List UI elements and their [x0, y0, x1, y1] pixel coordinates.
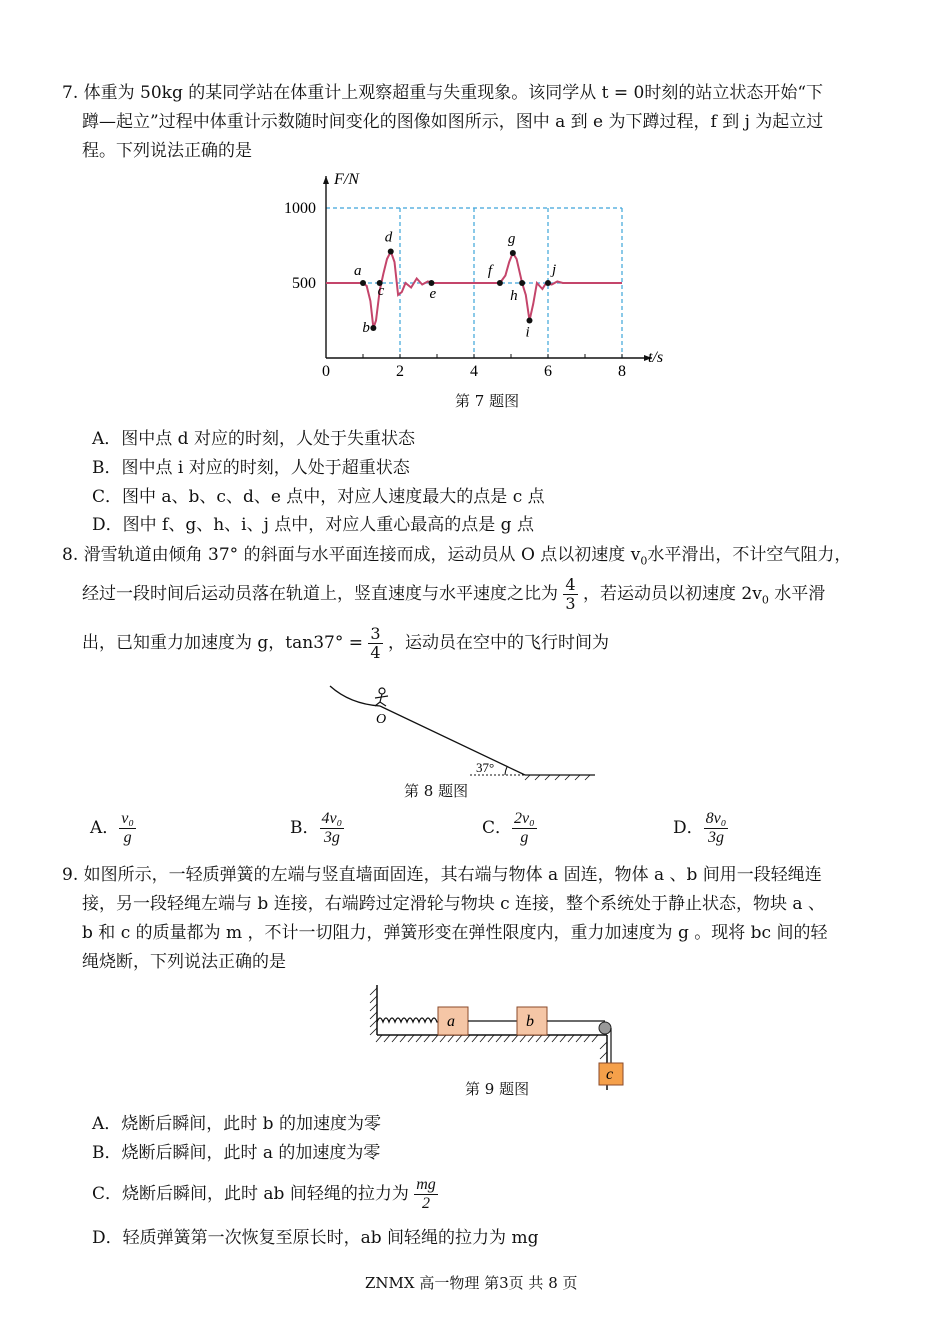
q7-line-2: 蹲—起立”过程中体重计示数随时间变化的图像如图所示，图中 a 到 e 为下蹲过程，f 到 j 为起立过: [82, 112, 824, 132]
hatch-stroke: [440, 1035, 446, 1042]
point-o-label: O: [376, 712, 387, 727]
hatch-stroke: [592, 1035, 598, 1042]
ramp-curve: [330, 686, 380, 706]
hatch-stroke: [528, 1035, 534, 1042]
chart-point-i: [527, 318, 533, 324]
x-tick-label: 4: [470, 363, 478, 380]
x-tick-label: 2: [396, 363, 404, 380]
page-footer: ZNMX 高一物理 第3页 共 8 页: [365, 1274, 578, 1292]
x-tick-label: 8: [618, 363, 626, 380]
pulley-icon: [599, 1022, 611, 1034]
x-tick-label: 0: [322, 363, 330, 380]
hatch-stroke: [520, 1035, 526, 1042]
hatch-stroke: [504, 1035, 510, 1042]
q7-force-time-chart: [280, 168, 680, 383]
chart-point-h: [519, 280, 525, 286]
y-tick-label: 1000: [284, 200, 316, 217]
chart-point-label-d: d: [384, 229, 393, 246]
q9-line-4: 绳烧断，下列说法正确的是: [82, 952, 286, 972]
hatch-stroke: [376, 1035, 382, 1042]
chart-point-b: [370, 325, 376, 331]
q9-option-b: B．烧断后瞬间，此时 a 的加速度为零: [92, 1143, 381, 1163]
chart-point-d: [388, 249, 394, 255]
hatch-stroke: [464, 1035, 470, 1042]
q7-line-1: 7. 体重为 50kg 的某同学站在体重计上观察超重与失重现象。该同学从 t = 0时刻的站立状态开始“下: [62, 83, 824, 103]
q7-option-a: A．图中点 d 对应的时刻，人处于失重状态: [92, 429, 415, 449]
chart-point-label-b: b: [362, 320, 370, 336]
table-hatch: [376, 1035, 598, 1042]
q9-spring-block-diagram: [362, 980, 632, 1090]
hatch-stroke: [456, 1035, 462, 1042]
q9-line-2: 接，另一段轻绳左端与 b 连接，右端跨过定滑轮与物块 c 连接，整个系统处于静止状态，物块 a 、: [82, 894, 825, 914]
block-b-label: b: [526, 1013, 534, 1030]
chart-point-label-i: i: [525, 324, 530, 341]
q9-option-a: A．烧断后瞬间，此时 b 的加速度为零: [92, 1114, 381, 1134]
hatch-stroke: [544, 1035, 550, 1042]
hatch-stroke: [480, 1035, 486, 1042]
y-tick-label: 500: [292, 275, 316, 292]
q9-line-1: 9. 如图所示，一轻质弹簧的左端与竖直墙面固连，其右端与物体 a 固连，物体 a 、b 间用一段轻绳连: [62, 865, 822, 885]
q7-option-d: D．图中 f、g、h、i、j 点中，对应人重心最高的点是 g 点: [92, 515, 534, 535]
chart-point-label-g: g: [507, 231, 516, 247]
q8-line-2: 经过一段时间后运动员落在轨道上，竖直速度与水平速度之比为 $\frac{4}{3}$ ，若运动员以初速度 $2v_0$ 水平滑: [82, 575, 826, 613]
hatch-stroke: [536, 1035, 542, 1042]
block-c-label: c: [606, 1066, 614, 1083]
hatch-stroke: [568, 1035, 574, 1042]
block-a-label: a: [447, 1013, 455, 1030]
chart-point-g: [510, 250, 516, 256]
wall-hatch: [370, 988, 377, 1035]
hatch-stroke: [560, 1035, 566, 1042]
slope-line: [380, 706, 525, 775]
chart-point-label-j: j: [552, 262, 557, 278]
hatch-stroke: [552, 1035, 558, 1042]
hatch-stroke: [408, 1035, 414, 1042]
chart-point-label-f: f: [487, 263, 493, 279]
chart-point-label-c: c: [377, 283, 385, 299]
chart-point-a: [360, 280, 366, 286]
q8-option-d: D． $\frac{\text{8v₀}}{3g}$: [673, 810, 727, 846]
chart-point-j: [545, 280, 551, 286]
hatch-stroke: [512, 1035, 518, 1042]
q8-tan-fraction: $\frac{3}{4}$: [370, 624, 381, 662]
hatch-stroke: [488, 1035, 494, 1042]
angle-arc: [505, 767, 507, 775]
spring-icon: [377, 1018, 440, 1022]
hatch-stroke: [392, 1035, 398, 1042]
ground-hatch: [525, 775, 590, 780]
hatch-stroke: [400, 1035, 406, 1042]
q7-option-c: C．图中 a、b、c、d、e 点中，对应人速度最大的点是 c 点: [92, 487, 545, 507]
hatch-stroke: [576, 1035, 582, 1042]
chart-point-label-a: a: [354, 263, 362, 279]
chart-point-label-e: e: [429, 286, 437, 302]
q7-option-b: B．图中点 i 对应的时刻，人处于超重状态: [92, 458, 410, 478]
chart-points: [354, 230, 556, 341]
q8-slope-diagram: [320, 676, 610, 786]
q7-caption: 第 7 题图: [455, 392, 520, 410]
q9-option-d: D．轻质弹簧第一次恢复至原长时，ab 间轻绳的拉力为 mg: [92, 1228, 539, 1248]
y-axis-label: F/N: [334, 171, 359, 188]
q8-option-b: B． $\frac{\text{4v₀}}{3g}$: [290, 810, 343, 846]
hatch-stroke: [584, 1035, 590, 1042]
skier-icon: [375, 688, 388, 706]
hatch-stroke: [496, 1035, 502, 1042]
q8-line-1: 8. 滑雪轨道由倾角 37° 的斜面与水平面连接而成，运动员从 O 点以初速度 $v_0$水平滑出，不计空气阻力，: [62, 545, 852, 568]
q9-optc-fraction: $\frac{mg}{2}$: [416, 1176, 436, 1212]
q7-line-3: 程。下列说法正确的是: [82, 141, 252, 161]
x-axis-label: t/s: [648, 349, 664, 366]
q8-option-a: A． $\frac{\text{v₀}}{g}$: [90, 810, 134, 846]
x-tick-label: 6: [544, 363, 552, 380]
chart-point-label-h: h: [510, 288, 518, 304]
q9-option-c: C．烧断后瞬间，此时 ab 间轻绳的拉力为 $\frac{mg}{2}$: [92, 1176, 436, 1212]
q8-option-c: C． $\frac{\text{2v₀}}{g}$: [482, 810, 535, 846]
q9-caption: 第 9 题图: [465, 1080, 530, 1098]
y-axis-arrow: [323, 176, 329, 184]
q8-caption: 第 8 题图: [404, 782, 469, 800]
hatch-stroke: [384, 1035, 390, 1042]
q8-ratio-fraction: $\frac{4}{3}$: [565, 575, 576, 613]
hatch-stroke: [472, 1035, 478, 1042]
angle-label: 37°: [476, 760, 495, 775]
hatch-stroke: [432, 1035, 438, 1042]
q8-line-3: 出，已知重力加速度为 g，tan37° = $\frac{3}{4}$ ，运动员在空中的飞行时间为: [82, 624, 609, 662]
q9-line-3: b 和 c 的质量都为 m ，不计一切阻力，弹簧形变在弹性限度内，重力加速度为 g 。现将 bc 间的轻: [82, 923, 828, 943]
hatch-stroke: [448, 1035, 454, 1042]
chart-point-f: [497, 280, 503, 286]
hatch-stroke: [424, 1035, 430, 1042]
hatch-stroke: [416, 1035, 422, 1042]
